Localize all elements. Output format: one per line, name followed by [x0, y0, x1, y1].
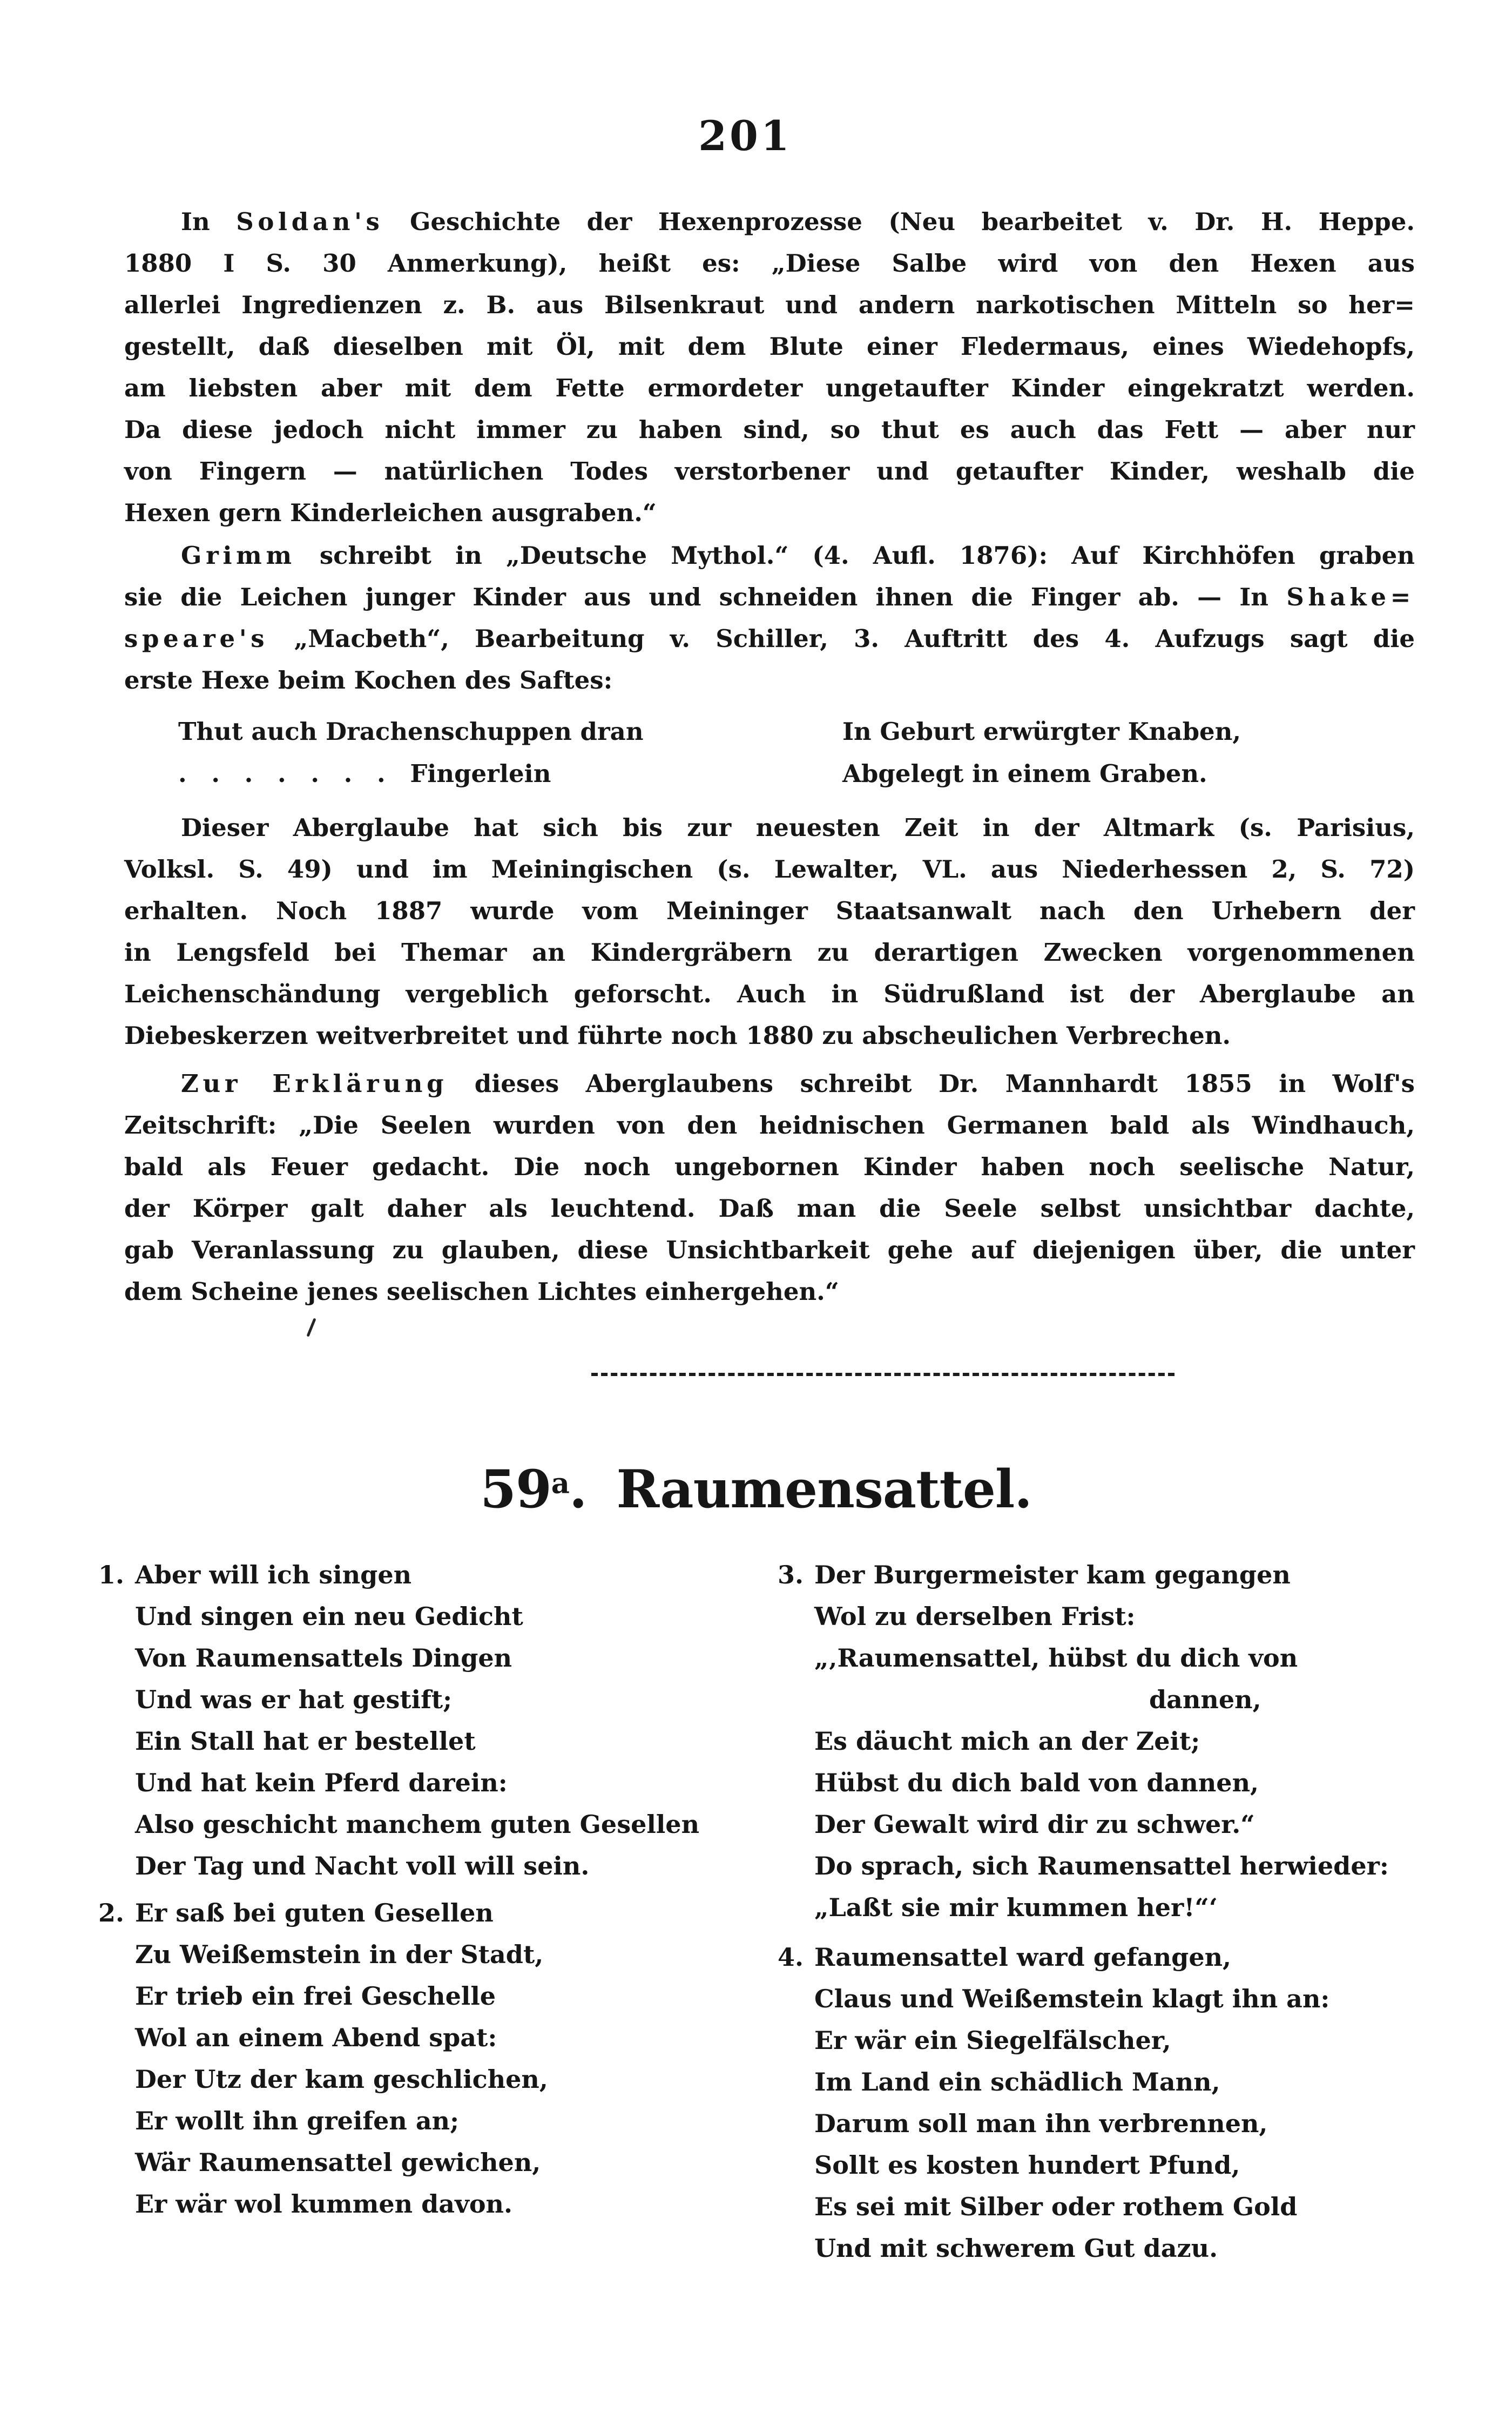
- text-line: Er trieb ein frei Geschelle: [135, 1981, 496, 2011]
- text-line: Hübst du dich bald von dannen,: [814, 1768, 1259, 1797]
- verse-lines: [814, 1937, 1490, 2269]
- verse-number: 1.: [98, 1560, 125, 1589]
- verse-number: 3.: [778, 1560, 804, 1589]
- text-line: speare's „Macbeth“, Bearbeitung v. Schiller, 3. Auftritt des 4. Aufzugs sagt die: [124, 624, 1415, 653]
- text-line: In Soldan's Geschichte der Hexenprozesse (Neu bearbeitet v. Dr. H. Heppe.: [181, 207, 1415, 236]
- text-line: Wol an einem Abend spat:: [135, 2023, 497, 2052]
- text-line: „Laßt sie mir kummen her!“‘: [814, 1893, 1218, 1922]
- text-line: Der Tag und Nacht voll will sein.: [135, 1851, 590, 1880]
- text-line: in Lengsfeld bei Themar an Kindergräbern zu derartigen Zwecken vorgenommenen: [124, 938, 1415, 967]
- text-line: Raumensattel ward gefangen,: [814, 1943, 1232, 1972]
- text-line: erhalten. Noch 1887 wurde vom Meininger Staatsanwalt nach den Urhebern der: [124, 896, 1415, 925]
- text-line: Und hat kein Pferd darein:: [135, 1768, 508, 1797]
- text-line: Er wollt ihn greifen an;: [135, 2106, 460, 2135]
- text-line: Claus und Weißemstein klagt ihn an:: [814, 1984, 1330, 2013]
- verse-lines: [814, 1554, 1490, 1929]
- text-line: Er saß bei guten Gesellen: [135, 1898, 494, 1927]
- song-number: 59$^a$.: [480, 1459, 587, 1520]
- text-line: Er wär ein Siegelfälscher,: [814, 2026, 1171, 2055]
- verse-lines: [135, 1554, 784, 1887]
- text-line: allerlei Ingredienzen z. B. aus Bilsenkraut und andern narkotischen Mitteln so her=: [124, 291, 1415, 319]
- text-line: Im Land ein schädlich Mann,: [814, 2067, 1220, 2096]
- text-line: Grimm schreibt in „Deutsche Mythol.“ (4. Aufl. 1876): Auf Kirchhöfen graben: [181, 541, 1415, 570]
- text-line: gab Veranlassung zu glauben, diese Unsichtbarkeit gehe auf diejenigen über, die unter: [124, 1236, 1415, 1264]
- text-line: Abgelegt in einem Graben.: [842, 759, 1207, 788]
- song-heading: [0, 1458, 1512, 1520]
- page-number: 201: [698, 112, 792, 160]
- song-number-superscript: a: [551, 1466, 570, 1500]
- text-line: der Körper galt daher als leuchtend. Daß man die Seele selbst unsichtbar dachte,: [124, 1194, 1415, 1223]
- note-paragraph-mannhardt: [124, 1063, 1415, 1312]
- text-line: Der Gewalt wird dir zu schwer.“: [814, 1810, 1255, 1839]
- text-line: Volksl. S. 49) und im Meiningischen (s. Lewalter, VL. aus Niederhessen 2, S. 72): [124, 855, 1415, 884]
- text-line: Zur Erklärung dieses Aberglaubens schreibt Dr. Mannhardt 1855 in Wolf's: [181, 1069, 1415, 1098]
- text-line: dannen,: [1149, 1685, 1261, 1714]
- verse-1: [98, 1554, 784, 1887]
- verse-number: 4.: [778, 1943, 804, 1972]
- text-line: Thut auch Drachenschuppen dran: [178, 717, 644, 746]
- text-line: „‚Raumensattel, hübst du dich von: [814, 1643, 1298, 1673]
- text-line: Also geschicht manchem guten Gesellen: [135, 1810, 700, 1839]
- text-line: Und singen ein neu Gedicht: [135, 1602, 523, 1631]
- text-line: Es däucht mich an der Zeit;: [814, 1727, 1200, 1756]
- macbeth-quote-right-column: [842, 711, 1436, 795]
- text-line: Und mit schwerem Gut dazu.: [814, 2234, 1218, 2263]
- text-line: Aber will ich singen: [135, 1560, 412, 1589]
- text-line: Sollt es kosten hundert Pfund,: [814, 2150, 1240, 2180]
- text-line: Ein Stall hat er bestellet: [135, 1727, 476, 1756]
- song-title: Raumensattel.: [616, 1459, 1032, 1520]
- text-line: Er wär wol kummen davon.: [135, 2189, 512, 2219]
- text-line: Da diese jedoch nicht immer zu haben sind, so thut es auch das Fett — aber nur: [124, 415, 1415, 444]
- text-line: Wol zu derselben Frist:: [814, 1602, 1136, 1631]
- text-line: Darum soll man ihn verbrennen,: [814, 2109, 1268, 2138]
- text-line: Diebeskerzen weitverbreitet und führte noch 1880 zu abscheulichen Verbrechen.: [124, 1021, 1231, 1050]
- verse-2: [98, 1892, 784, 2225]
- text-line: . . . . . . . Fingerlein: [178, 759, 551, 788]
- verse-number: 2.: [98, 1898, 125, 1927]
- text-line: Leichenschändung vergeblich geforscht. Auch in Südrußland ist der Aberglaube an: [124, 980, 1415, 1008]
- note-paragraph-aberglaube: [124, 807, 1415, 1056]
- text-line: dem Scheine jenes seelischen Lichtes einhergehen.“: [124, 1277, 839, 1306]
- text-line: erste Hexe beim Kochen des Saftes:: [124, 666, 613, 695]
- note-paragraph-grimm: [124, 535, 1415, 701]
- macbeth-quote-left-column: [178, 711, 799, 795]
- text-line: Der Burgermeister kam gegangen: [814, 1560, 1291, 1589]
- text-line: am liebsten aber mit dem Fette ermordeter ungetaufter Kinder eingekratzt werden.: [124, 374, 1415, 402]
- section-divider: [591, 1373, 1174, 1376]
- ink-speck: [306, 1318, 316, 1337]
- verse-3: [778, 1554, 1490, 1929]
- text-line: 1880 I S. 30 Anmerkung), heißt es: „Diese Salbe wird von den Hexen aus: [124, 249, 1415, 278]
- text-line: von Fingern — natürlichen Todes verstorbener und getaufter Kinder, weshalb die: [124, 457, 1415, 486]
- text-line: sie die Leichen junger Kinder aus und schneiden ihnen die Finger ab. — In Shake=: [124, 583, 1415, 611]
- text-line: Und was er hat gestift;: [135, 1685, 453, 1714]
- text-line: Es sei mit Silber oder rothem Gold: [814, 2192, 1298, 2221]
- verse-lines: [135, 1892, 784, 2225]
- text-line: Von Raumensattels Dingen: [135, 1643, 512, 1673]
- text-line: Der Utz der kam geschlichen,: [135, 2065, 548, 2094]
- text-line: Zeitschrift: „Die Seelen wurden von den heidnischen Germanen bald als Windhauch,: [124, 1111, 1415, 1140]
- text-line: Zu Weißemstein in der Stadt,: [135, 1940, 544, 1969]
- text-line: Do sprach, sich Raumensattel herwieder:: [814, 1851, 1389, 1880]
- text-line: gestellt, daß dieselben mit Öl, mit dem Blute einer Fledermaus, eines Wiedehopfs,: [124, 332, 1415, 361]
- text-line: bald als Feuer gedacht. Die noch ungebornen Kinder haben noch seelische Natur,: [124, 1152, 1415, 1181]
- note-paragraph-soldan: [124, 201, 1415, 534]
- text-line: Dieser Aberglaube hat sich bis zur neuesten Zeit in der Altmark (s. Parisius,: [181, 813, 1415, 842]
- text-line: Wär Raumensattel gewichen,: [135, 2148, 541, 2177]
- text-line: Hexen gern Kinderleichen ausgraben.“: [124, 498, 657, 527]
- text-line: In Geburt erwürgter Knaben,: [842, 717, 1241, 746]
- verse-4: [778, 1937, 1490, 2269]
